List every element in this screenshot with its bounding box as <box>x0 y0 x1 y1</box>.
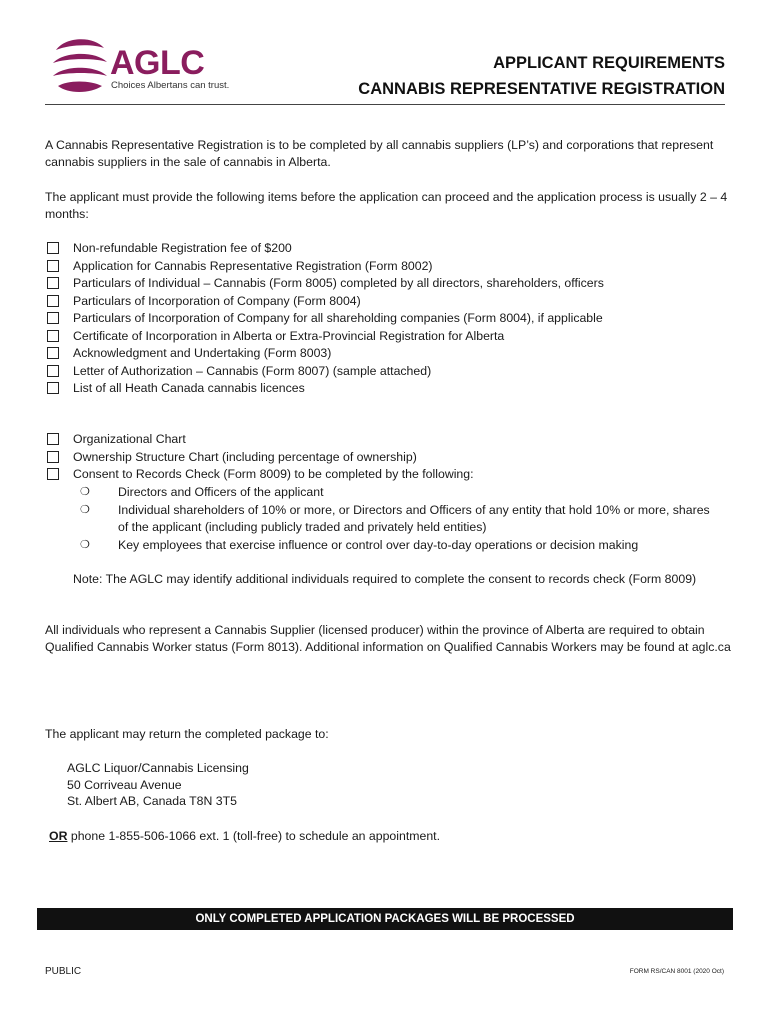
sublist-item <box>80 537 720 555</box>
checklist-item <box>45 431 735 449</box>
processing-banner: ONLY COMPLETED APPLICATION PACKAGES WILL BE PROCESSED <box>37 908 733 930</box>
checkbox[interactable] <box>47 330 59 342</box>
checklist-item <box>45 380 735 398</box>
checkbox[interactable] <box>47 451 59 463</box>
checkbox[interactable] <box>47 277 59 289</box>
sublist-item <box>80 484 720 502</box>
checklist-item <box>45 328 735 346</box>
sublist-item-label: Key employees that exercise influence or control over day-to-day operations or decision making <box>118 537 639 552</box>
form-code: FORM RS/CAN 8001 (2020 Oct) <box>629 968 724 975</box>
checklist-item <box>45 345 735 363</box>
circle-bullet-icon: ❍ <box>80 503 90 516</box>
header-divider <box>45 104 725 105</box>
checklist-item <box>45 258 735 276</box>
return-instructions: The applicant may return the completed package to: <box>45 727 329 741</box>
checklist-item <box>45 363 735 381</box>
checklist-item-label: Acknowledgment and Undertaking (Form 8003) <box>73 346 332 360</box>
classification-label: PUBLIC <box>45 966 82 977</box>
checkbox[interactable] <box>47 382 59 394</box>
checklist-item-label: Ownership Structure Chart (including percentage of ownership) <box>73 449 417 464</box>
checklist-item-label: Particulars of Incorporation of Company (Form 8004) <box>73 293 361 308</box>
checklist-item-label: Application for Cannabis Representative Registration (Form 8002) <box>73 258 433 273</box>
address-line: St. Albert AB, Canada T8N 3T5 <box>67 794 237 808</box>
checklist-item-label: Organizational Chart <box>73 432 186 446</box>
requirements-checklist <box>45 240 735 398</box>
checklist-item <box>45 275 735 293</box>
intro-paragraph: A Cannabis Representative Registration is to be completed by all cannabis suppliers (LP’s) and corporations that represent cannabis suppliers in the sale of cannabis in Alberta. <box>45 138 714 169</box>
consent-subject-list <box>80 484 720 554</box>
phone-instruction <box>49 829 440 843</box>
or-label: OR <box>49 829 68 843</box>
checklist-item-label: Particulars of Incorporation of Company for all shareholding companies (Form 8004), if applicable <box>73 311 603 325</box>
checklist-item-label: List of all Heath Canada cannabis licences <box>73 381 305 395</box>
checklist-item <box>45 449 735 467</box>
circle-bullet-icon: ❍ <box>80 486 90 498</box>
logo-wordmark: AGLC <box>110 44 205 82</box>
checkbox[interactable] <box>47 295 59 307</box>
checklist-item <box>45 240 735 258</box>
checklist-item-label: Letter of Authorization – Cannabis (Form 8007) (sample attached) <box>73 363 432 378</box>
address-line: AGLC Liquor/Cannabis Licensing <box>67 761 249 775</box>
checklist-item-label: Certificate of Incorporation in Alberta or Extra-Provincial Registration for Alberta <box>73 328 505 343</box>
checkbox[interactable] <box>47 242 59 254</box>
aglc-logo <box>50 36 240 96</box>
requirements-intro: The applicant must provide the following items before the application can proceed and the application process is usually 2 – 4 months: <box>45 190 728 221</box>
checklist-item <box>45 466 735 484</box>
checkbox[interactable] <box>47 433 59 445</box>
checkbox[interactable] <box>47 312 59 324</box>
page-title-line1: APPLICANT REQUIREMENTS <box>493 54 725 72</box>
page-title-line2: CANNABIS REPRESENTATIVE REGISTRATION <box>358 80 725 98</box>
aglc-logo-mark-icon <box>50 36 108 94</box>
qualified-worker-paragraph: All individuals who represent a Cannabis Supplier (licensed producer) within the province of Alberta are required to obtain Qualified Cannabis Worker status (Form 8013). Additional information on Qualified Cannabis Workers may be found at aglc.ca <box>45 623 731 654</box>
sublist-item-label: Individual shareholders of 10% or more, or Directors and Officers of any entity that hold 10% or more, shares of the applicant (including publicly traded and privately held entities) <box>118 502 710 534</box>
checklist-item-label: Consent to Records Check (Form 8009) to be completed by the following: <box>73 467 474 481</box>
checkbox[interactable] <box>47 365 59 377</box>
phone-text: phone 1-855-506-1066 ext. 1 (toll-free) to schedule an appointment. <box>67 829 441 843</box>
additional-checklist <box>45 431 735 484</box>
mailing-address <box>67 760 249 810</box>
circle-bullet-icon: ❍ <box>80 538 90 551</box>
checklist-item-label: Non-refundable Registration fee of $200 <box>73 241 292 255</box>
checkbox[interactable] <box>47 347 59 359</box>
address-line: 50 Corriveau Avenue <box>67 777 182 792</box>
records-check-note: Note: The AGLC may identify additional individuals required to complete the consent to records check (Form 8009) <box>73 572 697 586</box>
logo-tagline: Choices Albertans can trust. <box>111 80 230 91</box>
checkbox[interactable] <box>47 468 59 480</box>
sublist-item <box>80 502 720 537</box>
sublist-item-label: Directors and Officers of the applicant <box>118 485 324 499</box>
checklist-item-label: Particulars of Individual – Cannabis (Form 8005) completed by all directors, shareholders, officers <box>73 276 604 290</box>
checkbox[interactable] <box>47 260 59 272</box>
checklist-item <box>45 293 735 311</box>
checklist-item <box>45 310 735 328</box>
